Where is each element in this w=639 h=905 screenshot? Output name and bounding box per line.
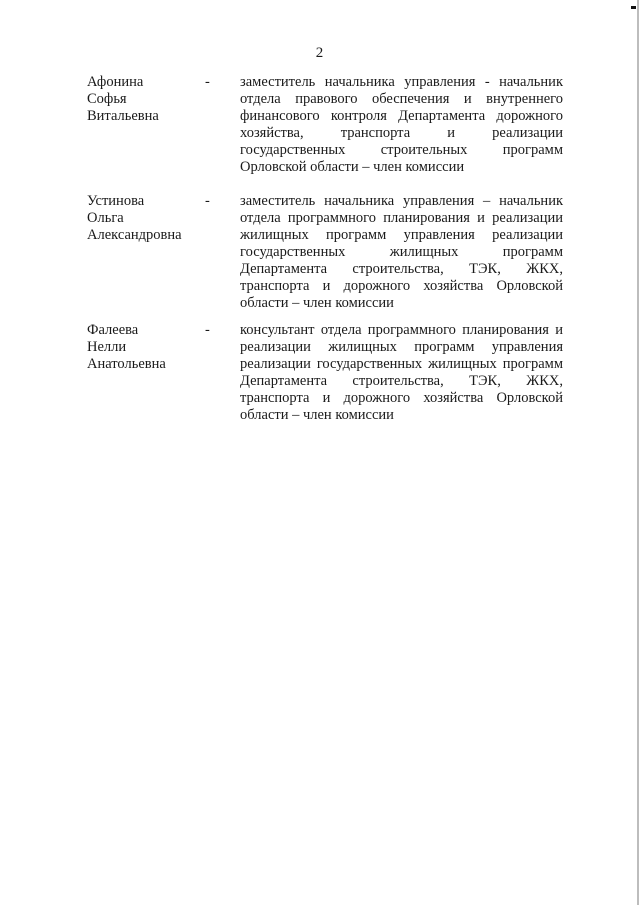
position-line: области – член комиссии — [240, 295, 394, 311]
position-line: консультант отдела программного планирования и — [240, 322, 563, 338]
position-line: жилищных программ управления реализации — [240, 227, 563, 243]
position-line: реализации государственных жилищных программ — [240, 356, 563, 372]
member-name — [87, 74, 207, 125]
position-line: отдела правового обеспечения и внутреннего — [240, 91, 563, 107]
position-line: заместитель начальника управления - начальник — [240, 74, 563, 90]
position-line: Орловской области – член комиссии — [240, 159, 465, 175]
position-line: реализации жилищных программ управления — [240, 339, 563, 355]
position-line: финансового контроля Департамента дорожного — [240, 108, 563, 124]
member-first-name: Софья — [87, 91, 127, 107]
member-name — [87, 193, 207, 244]
member-position — [240, 322, 563, 424]
position-line: отдела программного планирования и реализации — [240, 210, 563, 226]
member-position — [240, 74, 563, 176]
separator-dash: - — [205, 74, 210, 90]
member-surname: Устинова — [87, 193, 145, 209]
member-patronymic: Витальевна — [87, 108, 159, 124]
member-position — [240, 193, 563, 312]
corner-mark — [631, 6, 636, 9]
position-line: Департамента строительства, ТЭК, ЖКХ, — [240, 261, 563, 277]
position-line: государственных жилищных программ — [240, 244, 563, 260]
member-surname: Фалеева — [87, 322, 139, 338]
position-line: Департамента строительства, ТЭК, ЖКХ, — [240, 373, 563, 389]
position-line: государственных строительных программ — [240, 142, 563, 158]
position-line: области – член комиссии — [240, 407, 394, 423]
member-surname: Афонина — [87, 74, 144, 90]
position-line: транспорта и дорожного хозяйства Орловской — [240, 390, 563, 406]
page-number: 2 — [315, 45, 324, 61]
position-line: хозяйства, транспорта и реализации — [240, 125, 563, 141]
member-first-name: Ольга — [87, 210, 124, 226]
member-patronymic: Анатольевна — [87, 356, 166, 372]
member-first-name: Нелли — [87, 339, 127, 355]
position-line: заместитель начальника управления – начальник — [240, 193, 563, 209]
member-patronymic: Александровна — [87, 227, 182, 243]
separator-dash: - — [205, 322, 210, 338]
separator-dash: - — [205, 193, 210, 209]
member-name — [87, 322, 207, 373]
position-line: транспорта и дорожного хозяйства Орловской — [240, 278, 563, 294]
